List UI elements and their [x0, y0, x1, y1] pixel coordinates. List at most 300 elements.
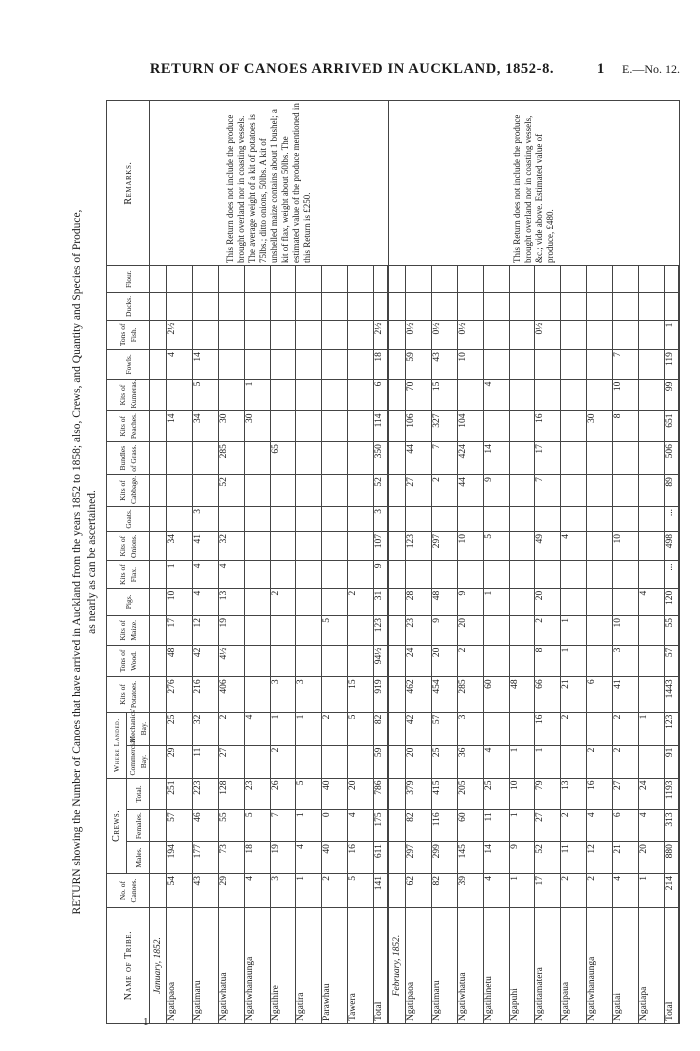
cell-pigs	[296, 588, 322, 615]
cell-total: 415	[431, 778, 457, 810]
cell-females: 6	[613, 810, 639, 842]
empty-cell	[150, 561, 167, 588]
cell-flour	[406, 266, 432, 293]
total-total: 786	[374, 778, 389, 810]
empty-cell	[388, 616, 406, 646]
col-tribe: Name of Tribe.	[107, 908, 150, 1024]
cell-pigs: 20	[535, 588, 561, 615]
cell-goats	[296, 506, 322, 531]
cell-ducks	[561, 293, 587, 320]
cell-flour	[218, 266, 244, 293]
cell-goats	[509, 506, 535, 531]
total-females: 313	[665, 810, 680, 842]
empty-cell	[388, 320, 406, 350]
empty-cell	[388, 411, 406, 442]
cell-flour	[613, 266, 639, 293]
cell-commercial: 1	[535, 745, 561, 778]
cell-kumeras	[348, 379, 374, 411]
cell-total: 379	[406, 778, 432, 810]
cell-grass	[244, 442, 270, 475]
rotated-table-area	[68, 100, 680, 1024]
cell-onions	[296, 531, 322, 561]
total-potatoes: 1443	[665, 677, 680, 712]
tribe-name: Ngatitamatera	[535, 908, 561, 1024]
cell-kumeras: 10	[613, 379, 639, 411]
cell-total: 128	[218, 778, 244, 810]
total-label: Total	[665, 908, 680, 1024]
cell-fowls	[270, 350, 296, 380]
cell-commercial: 20	[406, 745, 432, 778]
cell-fowls	[535, 350, 561, 380]
cell-goats	[406, 506, 432, 531]
remarks-cell: This Return does not include the produce brought overland nor in coasting vessels. The average weight of a kit of potatoes is 75lbs.; ditto onions, 50lbs. A kit of unshelled maize contains about 1 bushel; a kit of flax, weight about 50lbs. The estimated value of the produce mentioned in this Return is £250.	[150, 101, 389, 266]
cell-pigs	[322, 588, 348, 615]
cell-grass: 7	[431, 442, 457, 475]
cell-commercial: 1	[509, 745, 535, 778]
cell-maize: 5	[322, 616, 348, 646]
empty-cell	[150, 442, 167, 475]
cell-pigs	[587, 588, 613, 615]
cell-commercial	[638, 745, 664, 778]
total-kumeras: 6	[374, 379, 389, 411]
cell-fowls: 59	[406, 350, 432, 380]
cell-maize	[244, 616, 270, 646]
cell-fish	[192, 320, 218, 350]
cell-potatoes: 454	[431, 677, 457, 712]
cell-ducks	[587, 293, 613, 320]
cell-canoes: 1	[638, 873, 664, 907]
caption-line-2: as nearly as can be ascertained.	[86, 490, 98, 634]
cell-grass	[167, 442, 193, 475]
cell-maize	[270, 616, 296, 646]
cell-cabbage	[613, 475, 639, 507]
cell-mechanics: 4	[244, 712, 270, 745]
cell-canoes: 54	[167, 873, 193, 907]
cell-total: 26	[270, 778, 296, 810]
empty-cell	[388, 588, 406, 615]
cell-canoes: 4	[483, 873, 509, 907]
cell-pigs: 28	[406, 588, 432, 615]
tribe-name: Ngatihire	[270, 908, 296, 1024]
cell-females: 55	[218, 810, 244, 842]
empty-cell	[150, 645, 167, 677]
tribe-name: Ngatihinetu	[483, 908, 509, 1024]
col-maize: Kits of Maize.	[107, 616, 150, 646]
cell-total: 223	[192, 778, 218, 810]
cell-fowls	[587, 350, 613, 380]
page-number: 1	[597, 61, 605, 77]
cell-peaches	[483, 411, 509, 442]
cell-grass	[192, 442, 218, 475]
cell-grass	[296, 442, 322, 475]
cell-flour	[192, 266, 218, 293]
total-flour	[665, 266, 680, 293]
cell-onions	[509, 531, 535, 561]
tribe-name: Ngatira	[296, 908, 322, 1024]
total-flax: 9	[374, 561, 389, 588]
empty-cell	[388, 561, 406, 588]
cell-fish	[270, 320, 296, 350]
cell-flax	[270, 561, 296, 588]
empty-cell	[150, 778, 167, 810]
cell-mechanics: 57	[431, 712, 457, 745]
total-total: 1193	[665, 778, 680, 810]
cell-ducks	[535, 293, 561, 320]
cell-maize	[509, 616, 535, 646]
empty-cell	[388, 842, 406, 874]
cell-mechanics: 2	[613, 712, 639, 745]
cell-fowls	[483, 350, 509, 380]
cell-potatoes: 3	[296, 677, 322, 712]
cell-fish	[218, 320, 244, 350]
cell-fish	[561, 320, 587, 350]
cell-goats	[483, 506, 509, 531]
cell-cabbage: 44	[457, 475, 483, 507]
empty-cell	[150, 588, 167, 615]
cell-wood: 1	[561, 645, 587, 677]
empty-cell	[150, 677, 167, 712]
cell-flax	[509, 561, 535, 588]
total-wood: 94½	[374, 645, 389, 677]
tribe-name: Ngatipaoa	[167, 908, 193, 1024]
cell-peaches: 30	[244, 411, 270, 442]
cell-mechanics: 32	[192, 712, 218, 745]
total-cabbage: 52	[374, 475, 389, 507]
total-onions: 107	[374, 531, 389, 561]
empty-cell	[150, 616, 167, 646]
cell-goats	[167, 506, 193, 531]
cell-grass	[509, 442, 535, 475]
cell-onions	[244, 531, 270, 561]
cell-maize: 1	[561, 616, 587, 646]
cell-males: 4	[296, 842, 322, 874]
cell-total: 24	[638, 778, 664, 810]
cell-onions: 32	[218, 531, 244, 561]
cell-commercial: 11	[192, 745, 218, 778]
col-grass: Bundles of Grass.	[107, 442, 150, 475]
cell-flax	[483, 561, 509, 588]
cell-flour	[483, 266, 509, 293]
empty-cell	[388, 745, 406, 778]
cell-females: 82	[406, 810, 432, 842]
cell-goats	[348, 506, 374, 531]
cell-peaches	[348, 411, 374, 442]
cell-maize: 2	[535, 616, 561, 646]
empty-cell	[150, 531, 167, 561]
cell-flax	[561, 561, 587, 588]
cell-kumeras: 1	[244, 379, 270, 411]
empty-cell	[388, 677, 406, 712]
cell-ducks	[483, 293, 509, 320]
total-ducks	[665, 293, 680, 320]
cell-ducks	[296, 293, 322, 320]
cell-cabbage: 9	[483, 475, 509, 507]
cell-onions	[348, 531, 374, 561]
cell-ducks	[348, 293, 374, 320]
cell-canoes: 2	[587, 873, 613, 907]
empty-cell	[150, 810, 167, 842]
cell-mechanics	[587, 712, 613, 745]
cell-fish	[613, 320, 639, 350]
cell-wood	[587, 645, 613, 677]
empty-cell	[388, 266, 406, 293]
total-fish: 2½	[374, 320, 389, 350]
cell-commercial: 29	[167, 745, 193, 778]
cell-cabbage	[638, 475, 664, 507]
cell-mechanics	[483, 712, 509, 745]
total-label: Total	[374, 908, 389, 1024]
cell-mechanics: 5	[348, 712, 374, 745]
cell-females: 27	[535, 810, 561, 842]
col-canoes: No. of Canoes.	[107, 873, 150, 907]
empty-cell	[150, 411, 167, 442]
cell-wood: 24	[406, 645, 432, 677]
cell-kumeras: 4	[483, 379, 509, 411]
cell-cabbage: 27	[406, 475, 432, 507]
month-row	[388, 101, 406, 1024]
col-mechanics-bay: Mechanics' Bay.	[127, 712, 150, 745]
cell-goats	[218, 506, 244, 531]
cell-canoes: 17	[535, 873, 561, 907]
total-mechanics: 123	[665, 712, 680, 745]
total-mechanics: 82	[374, 712, 389, 745]
cell-maize: 23	[406, 616, 432, 646]
col-goats: Goats.	[107, 506, 150, 531]
cell-flax	[322, 561, 348, 588]
cell-onions: 49	[535, 531, 561, 561]
cell-wood	[509, 645, 535, 677]
cell-pigs: 48	[431, 588, 457, 615]
cell-goats	[431, 506, 457, 531]
col-remarks: Remarks.	[107, 101, 150, 266]
cell-canoes: 4	[244, 873, 270, 907]
cell-kumeras	[270, 379, 296, 411]
cell-wood: 42	[192, 645, 218, 677]
cell-cabbage	[322, 475, 348, 507]
tribe-name: Parawhau	[322, 908, 348, 1024]
empty-cell	[388, 810, 406, 842]
total-males: 611	[374, 842, 389, 874]
total-maize: 55	[665, 616, 680, 646]
cell-flour	[535, 266, 561, 293]
cell-canoes: 82	[431, 873, 457, 907]
cell-fish	[483, 320, 509, 350]
col-females: Females.	[127, 810, 150, 842]
cell-canoes: 5	[348, 873, 374, 907]
cell-maize	[638, 616, 664, 646]
empty-cell	[150, 350, 167, 380]
cell-fish: 2½	[167, 320, 193, 350]
cell-females: 7	[270, 810, 296, 842]
cell-flour	[638, 266, 664, 293]
cell-ducks	[509, 293, 535, 320]
total-flour	[374, 266, 389, 293]
cell-kumeras	[457, 379, 483, 411]
tribe-name: Ngatiapa	[638, 908, 664, 1024]
cell-grass	[613, 442, 639, 475]
total-wood: 57	[665, 645, 680, 677]
cell-potatoes: 66	[535, 677, 561, 712]
cell-females: 11	[483, 810, 509, 842]
cell-grass	[348, 442, 374, 475]
cell-peaches	[296, 411, 322, 442]
cell-fish	[587, 320, 613, 350]
total-onions: 498	[665, 531, 680, 561]
cell-mechanics: 2	[218, 712, 244, 745]
cell-commercial	[322, 745, 348, 778]
col-total: Total.	[127, 778, 150, 810]
cell-onions: 4	[561, 531, 587, 561]
cell-kumeras	[296, 379, 322, 411]
cell-mechanics: 3	[457, 712, 483, 745]
total-canoes: 141	[374, 873, 389, 907]
cell-flour	[167, 266, 193, 293]
cell-onions: 5	[483, 531, 509, 561]
cell-males: 18	[244, 842, 270, 874]
empty-cell	[150, 712, 167, 745]
cell-ducks	[244, 293, 270, 320]
cell-peaches: 16	[535, 411, 561, 442]
col-males: Males.	[127, 842, 150, 874]
cell-fowls	[638, 350, 664, 380]
cell-goats	[322, 506, 348, 531]
cell-cabbage	[587, 475, 613, 507]
cell-cabbage	[192, 475, 218, 507]
cell-canoes: 39	[457, 873, 483, 907]
cell-fowls	[561, 350, 587, 380]
cell-females: 1	[509, 810, 535, 842]
cell-onions: 123	[406, 531, 432, 561]
cell-fish	[296, 320, 322, 350]
col-pigs: Pigs.	[107, 588, 150, 615]
cell-potatoes: 462	[406, 677, 432, 712]
col-potatoes: Kits of Potatoes.	[107, 677, 150, 712]
empty-cell	[150, 475, 167, 507]
cell-total: 40	[322, 778, 348, 810]
cell-fowls	[322, 350, 348, 380]
cell-canoes: 43	[192, 873, 218, 907]
cell-fowls: 14	[192, 350, 218, 380]
cell-grass	[587, 442, 613, 475]
cell-maize: 10	[613, 616, 639, 646]
cell-peaches: 30	[587, 411, 613, 442]
cell-kumeras	[509, 379, 535, 411]
cell-goats	[270, 506, 296, 531]
cell-ducks	[218, 293, 244, 320]
cell-commercial: 2	[270, 745, 296, 778]
cell-kumeras	[638, 379, 664, 411]
cell-fish	[638, 320, 664, 350]
total-peaches: 651	[665, 411, 680, 442]
total-kumeras: 99	[665, 379, 680, 411]
cell-males: 19	[270, 842, 296, 874]
total-females: 175	[374, 810, 389, 842]
cell-goats	[561, 506, 587, 531]
cell-fowls	[509, 350, 535, 380]
cell-onions: 10	[457, 531, 483, 561]
cell-wood	[348, 645, 374, 677]
cell-females: 116	[431, 810, 457, 842]
tribe-name: Ngapuhi	[509, 908, 535, 1024]
cell-potatoes: 406	[218, 677, 244, 712]
cell-wood	[296, 645, 322, 677]
cell-commercial	[561, 745, 587, 778]
cell-canoes: 1	[509, 873, 535, 907]
cell-canoes: 62	[406, 873, 432, 907]
cell-wood	[270, 645, 296, 677]
cell-kumeras	[561, 379, 587, 411]
cell-onions	[322, 531, 348, 561]
total-maize: 123	[374, 616, 389, 646]
cell-ducks	[167, 293, 193, 320]
cell-canoes: 3	[270, 873, 296, 907]
total-fowls: 119	[665, 350, 680, 380]
cell-commercial: 2	[587, 745, 613, 778]
cell-flax	[613, 561, 639, 588]
cell-kumeras	[322, 379, 348, 411]
cell-fowls: 10	[457, 350, 483, 380]
cell-fish	[348, 320, 374, 350]
empty-cell	[150, 293, 167, 320]
cell-goats	[457, 506, 483, 531]
cell-wood: 48	[167, 645, 193, 677]
cell-mechanics: 42	[406, 712, 432, 745]
cell-peaches	[561, 411, 587, 442]
empty-cell	[388, 712, 406, 745]
total-goats: 3	[374, 506, 389, 531]
cell-mechanics: 2	[561, 712, 587, 745]
cell-ducks	[457, 293, 483, 320]
cell-onions: 10	[613, 531, 639, 561]
cell-total: 13	[561, 778, 587, 810]
total-cabbage: 89	[665, 475, 680, 507]
month-heading: January, 1852.	[150, 908, 167, 1024]
total-fowls: 18	[374, 350, 389, 380]
cell-fowls	[348, 350, 374, 380]
cell-females: 2	[561, 810, 587, 842]
cell-males: 14	[483, 842, 509, 874]
total-commercial: 91	[665, 745, 680, 778]
tribe-name: Ngatiwhanaunga	[587, 908, 613, 1024]
cell-males: 299	[431, 842, 457, 874]
cell-grass: 44	[406, 442, 432, 475]
total-ducks	[374, 293, 389, 320]
cell-maize	[587, 616, 613, 646]
cell-ducks	[613, 293, 639, 320]
cell-wood	[244, 645, 270, 677]
cell-pigs	[509, 588, 535, 615]
cell-maize: 12	[192, 616, 218, 646]
cell-flax	[406, 561, 432, 588]
cell-canoes: 29	[218, 873, 244, 907]
cell-cabbage	[509, 475, 535, 507]
caption-line-1: RETURN showing the Number of Canoes that have arrived in Auckland from the years 1852 to 1858; also, Crews, and Quantity and Species of Produce,	[71, 209, 83, 915]
cell-females: 1	[296, 810, 322, 842]
tribe-name: Ngatiwhatua	[218, 908, 244, 1024]
cell-peaches: 14	[167, 411, 193, 442]
cell-males: 20	[638, 842, 664, 874]
cell-fowls: 43	[431, 350, 457, 380]
cell-pigs	[561, 588, 587, 615]
cell-total: 10	[509, 778, 535, 810]
tribe-name: Ngatimaru	[431, 908, 457, 1024]
document-reference: E.—No. 12.	[622, 62, 680, 76]
cell-kumeras: 5	[192, 379, 218, 411]
cell-flour	[322, 266, 348, 293]
cell-flour	[457, 266, 483, 293]
cell-peaches	[322, 411, 348, 442]
col-where-landed: Where Landed.	[107, 712, 127, 778]
